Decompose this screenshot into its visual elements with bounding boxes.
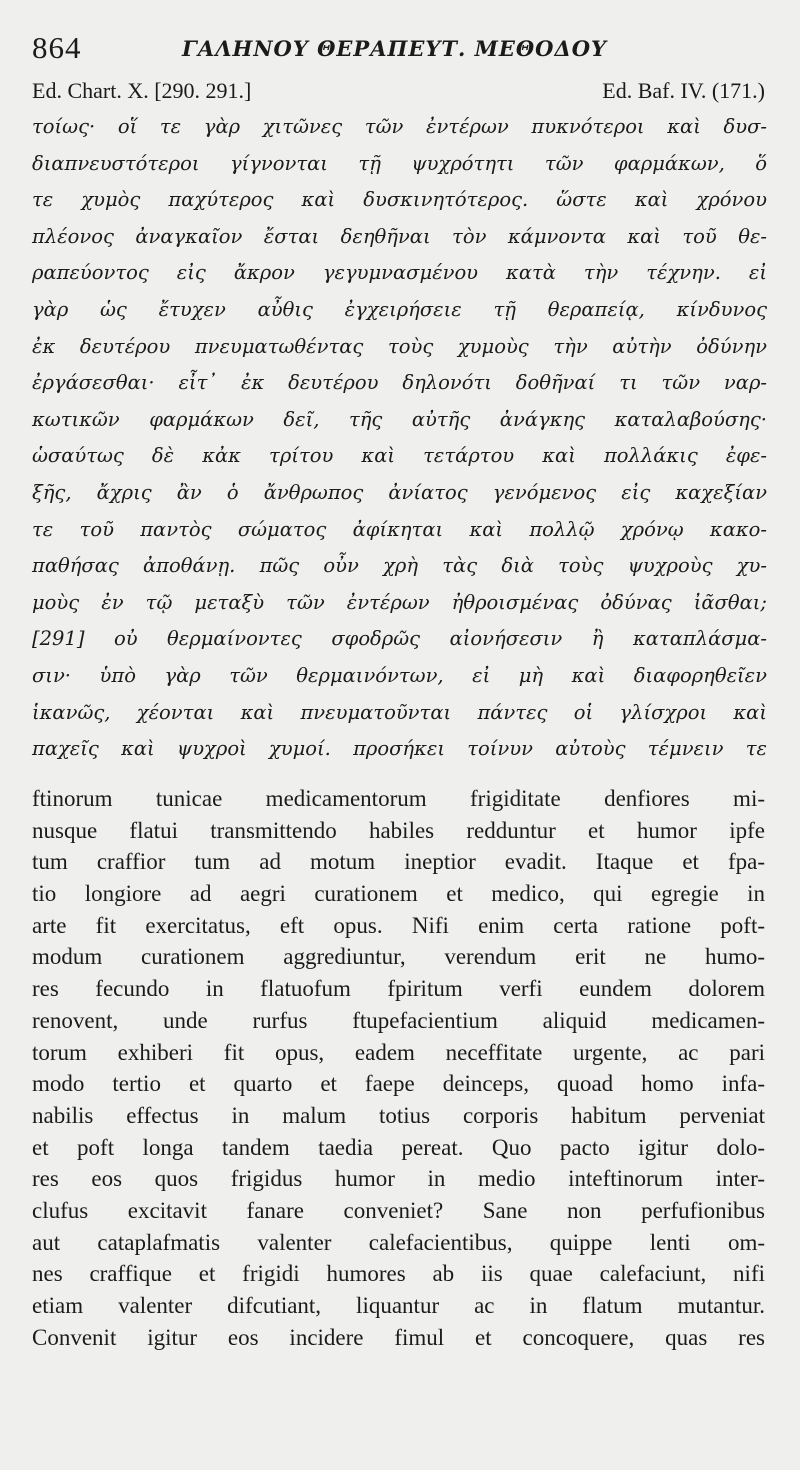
greek-text-line: ὡσαύτως δὲ κἀκ τρίτου καὶ τετάρτου καὶ πολλάκις ἐφε-	[32, 444, 767, 468]
edition-reference-chartier: Ed. Chart. X. [290. 291.]	[32, 78, 252, 103]
latin-text-line: res eos quos frigidus humor in medio inteftinorum inter-	[32, 1166, 765, 1192]
greek-text-line: ἐργάσεσθαι· εἶτ᾽ ἐκ δευτέρου δηλονότι δοθῆναί τι τῶν ναρ-	[32, 371, 767, 395]
edition-reference-basel: Ed. Baf. IV. (171.)	[602, 78, 765, 103]
latin-text-line: nes craffique et frigidi humores ab iis quae calefaciunt, nifi	[32, 1261, 765, 1287]
running-head	[32, 30, 772, 70]
latin-text-line: aut cataplafmatis valenter calefacientibus, quippe lenti om-	[32, 1229, 765, 1255]
greek-text-line: τε χυμὸς παχύτερος καὶ δυσκινητότερος. ὥστε καὶ χρόνου	[32, 188, 767, 212]
latin-text-line: ftinorum tunicae medicamentorum frigiditate denfiores mi-	[32, 786, 765, 811]
greek-text-line: παχεῖς καὶ ψυχροὶ χυμοί. προσήκει τοίνυν αὐτοὺς τέμνειν τε	[32, 737, 767, 761]
greek-text-line: ξῆς, ἄχρις ἂν ὁ ἄνθρωπος ἀνίατος γενόμενος εἰς καχεξίαν	[32, 480, 767, 504]
greek-text-line: διαπνευστότεροι γίγνονται τῇ ψυχρότητι τῶν φαρμάκων, ὅ	[32, 151, 767, 175]
latin-text-line: arte fit exercitatus, eft opus. Nifi enim certa ratione poft-	[32, 912, 765, 938]
greek-text-line: πλέονος ἀναγκαῖον ἔσται δεηθῆναι τὸν κάμνοντα καὶ τοῦ θε-	[32, 224, 767, 248]
greek-text-line: σιν· ὑπὸ γὰρ τῶν θερμαινόντων, εἰ μὴ καὶ διαφορηθεῖεν	[32, 663, 767, 687]
greek-text-line: τε τοῦ παντὸς σώματος ἀφίκηται καὶ πολλῷ χρόνῳ κακο-	[32, 517, 767, 541]
greek-text-line: μοὺς ἐν τῷ μεταξὺ τῶν ἐντέρων ἠθροισμένας ὀδύνας ἰᾶσθαι;	[32, 590, 767, 614]
greek-text-line: ἱκανῶς, χέονται καὶ πνευματοῦνται πάντες οἱ γλίσχροι καὶ	[32, 700, 767, 724]
greek-text	[32, 109, 767, 768]
latin-text-line: nabilis effectus in malum totius corporis habitum perveniat	[32, 1102, 765, 1128]
latin-text-line: Convenit igitur eos incidere fimul et concoquere, quas res	[32, 1324, 765, 1350]
greek-text-line: ραπεύοντος εἰς ἄκρον γεγυμνασμένου κατὰ τὴν τέχνην. εἰ	[32, 261, 767, 285]
latin-translation	[32, 783, 765, 1353]
greek-text-line: κωτικῶν φαρμάκων δεῖ, τῆς αὐτῆς ἀνάγκης καταλαβούσης·	[32, 407, 767, 431]
greek-text-line: [291] οὐ θερμαίνοντες σφοδρῶς αἰονήσεσιν ἢ καταπλάσμα-	[32, 627, 767, 651]
latin-text-line: tio longiore ad aegri curationem et medico, qui egregie in	[32, 881, 765, 907]
latin-text-line: clufus excitavit fanare conveniet? Sane non perfufionibus	[32, 1197, 765, 1223]
running-title: ΓΑΛΗΝΟΥ ΘΕΡΑΠΕΥΤ. ΜΕΘΟΔΟΥ	[182, 36, 608, 61]
latin-text-line: nusque flatui transmittendo habiles redduntur et humor ipfe	[32, 817, 765, 843]
latin-text-line: etiam valenter difcutiant, liquantur ac in flatum mutantur.	[32, 1293, 765, 1318]
latin-text-line: res fecundo in flatuofum fpiritum verfi eundem dolorem	[32, 976, 765, 1002]
latin-text-line: modum curationem aggrediuntur, verendum erit ne humo-	[32, 944, 765, 970]
latin-text-line: tum craffior tum ad motum ineptior evadit. Itaque et fpa-	[32, 849, 765, 875]
greek-text-line: παθήσας ἀποθάνῃ. πῶς οὖν χρὴ τὰς διὰ τοὺς ψυχροὺς χυ-	[32, 554, 767, 578]
latin-text-line: et poft longa tandem taedia pereat. Quo pacto igitur dolo-	[32, 1134, 765, 1160]
latin-text-line: torum exhiberi fit opus, eadem neceffitate urgente, ac pari	[32, 1039, 765, 1065]
greek-text-line: τοίως· οἵ τε γὰρ χιτῶνες τῶν ἐντέρων πυκνότεροι καὶ δυσ-	[32, 115, 767, 138]
latin-text-line: modo tertio et quarto et faepe deinceps, quoad homo infa-	[32, 1071, 765, 1097]
latin-text-line: renovent, unde rurfus ftupefacientium aliquid medicamen-	[32, 1007, 765, 1033]
page-number: 864	[32, 30, 82, 65]
greek-text-line: ἐκ δευτέρου πνευματωθέντας τοὺς χυμοὺς τὴν αὐτὴν ὀδύνην	[32, 334, 767, 358]
greek-text-line: γὰρ ὡς ἔτυχεν αὖθις ἐγχειρήσειε τῇ θεραπείᾳ, κίνδυνος	[32, 297, 767, 321]
